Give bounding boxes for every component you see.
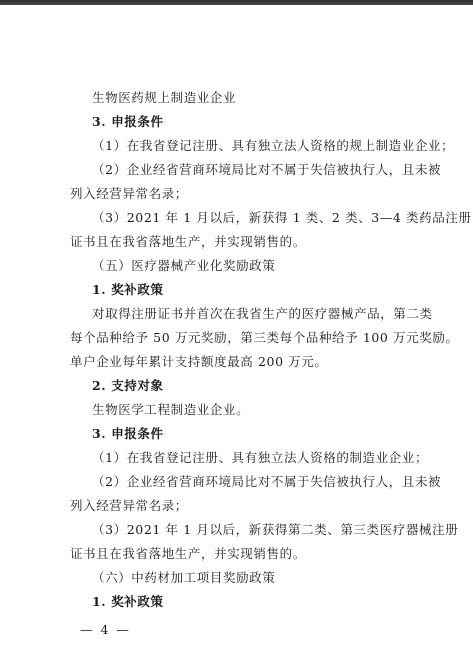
section-heading: 3. 申报条件 [92,426,164,441]
text-line: （1）在我省登记注册、具有独立法人资格的规上制造业企业； [92,138,455,153]
text-line: 证书且在我省落地生产，并实现销售的。 [70,546,306,561]
text-line: （2）企业经省营商环境局比对不属于失信被执行人，且未被 [92,162,442,177]
text-line: 列入经营异常名录； [70,186,188,201]
text-line: 对取得注册证书并首次在我省生产的医疗器械产品，第二类 [92,306,433,321]
text-line: （2）企业经省营商环境局比对不属于失信被执行人，且未被 [92,474,442,489]
text-line: 生物医学工程制造业企业。 [92,402,250,417]
section-heading: 1. 奖补政策 [92,282,164,297]
section-heading: 2. 支持对象 [92,378,164,393]
text-line: 列入经营异常名录； [70,498,188,513]
text-line: 每个品种给予 50 万元奖励，第三类每个品种给予 100 万元奖励。 [70,330,459,345]
text-line: （3）2021 年 1 月以后，新获得 1 类、2 类、3—4 类药品注册 [92,210,472,225]
top-border-rule [0,0,473,5]
text-line: （3）2021 年 1 月以后，新获得第二类、第三类医疗器械注册 [92,522,459,537]
text-line: 证书且在我省落地生产，并实现销售的。 [70,234,306,249]
page-number: — 4 — [80,622,131,637]
text-line: （1）在我省登记注册、具有独立法人资格的制造业企业； [92,450,429,465]
text-line: 生物医药规上制造业企业 [92,90,237,105]
subsection-title: （六）中药材加工项目奖励政策 [92,570,276,585]
section-heading: 3. 申报条件 [92,114,164,129]
section-heading: 1. 奖补政策 [92,594,164,609]
text-line: 单户企业每年累计支持额度最高 200 万元。 [70,354,328,369]
subsection-title: （五）医疗器械产业化奖励政策 [92,258,276,273]
